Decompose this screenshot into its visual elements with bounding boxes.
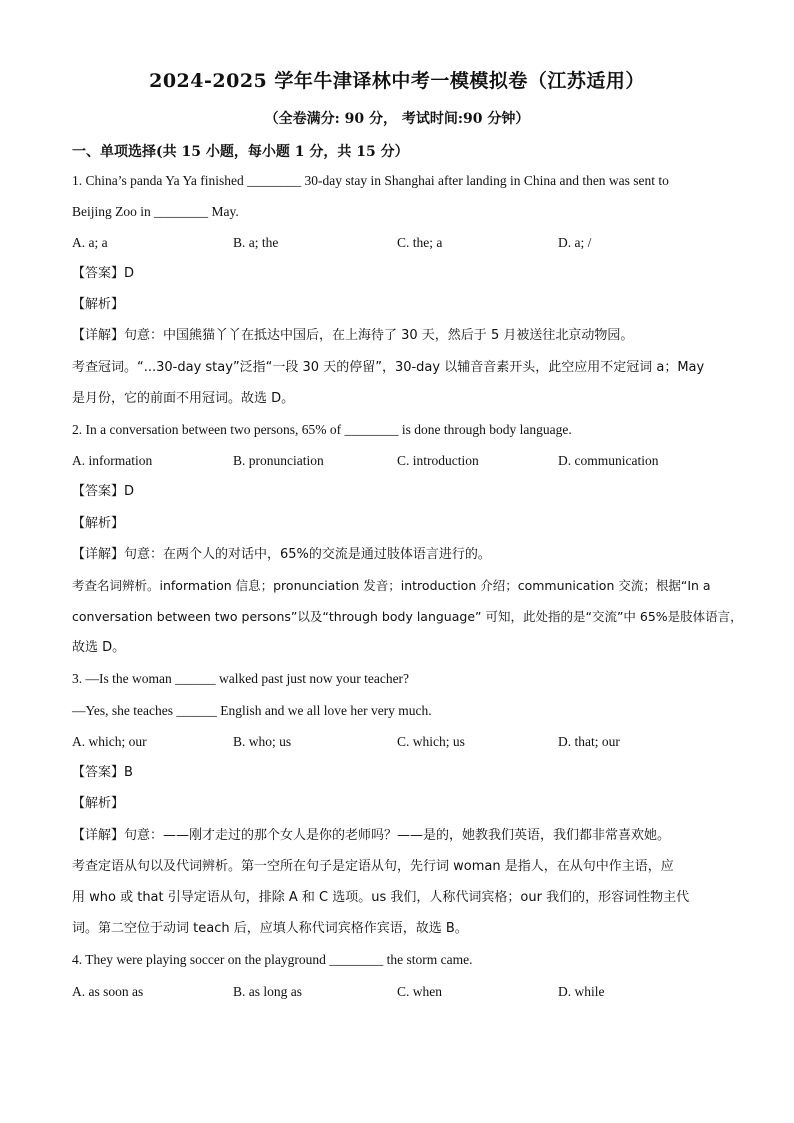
q2-analysis-label: 【解析】: [72, 516, 125, 531]
question-1-text-cont: Beijing Zoo in ________ May.: [72, 204, 239, 219]
page-subtitle: （全卷满分: 90 分， 考试时间:90 分钟）: [264, 111, 530, 127]
q3-answer: 【答案】B: [72, 765, 133, 780]
q3-analysis-label: 【解析】: [72, 796, 125, 811]
q1-option-d: D. a; /: [558, 235, 592, 250]
question-4-text: 4. They were playing soccer on the playground ________ the storm came.: [72, 952, 473, 967]
q1-option-c: C. the; a: [397, 235, 443, 250]
q3-option-c: C. which; us: [397, 734, 465, 749]
q2-explanation-2: conversation between two persons”以及“through body language” 可知，此处指的是“交流”中 65%是肢体语言，: [72, 609, 743, 624]
q1-answer: 【答案】D: [72, 266, 135, 281]
q2-option-c: C. introduction: [397, 453, 479, 468]
section-heading: 一、单项选择(共 15 小题，每小题 1 分，共 15 分）: [72, 144, 409, 160]
q2-option-b: B. pronunciation: [233, 453, 324, 468]
q1-detail: 【详解】句意：中国熊猫丫丫在抵达中国后，在上海待了 30 天，然后于 5 月被送往北京动物园。: [72, 328, 634, 343]
q3-option-a: A. which; our: [72, 734, 147, 749]
q4-option-a: A. as soon as: [72, 984, 144, 999]
q3-explanation-1: 考查定语从句以及代词辨析。第一空所在句子是定语从句，先行词 woman 是指人，在从句中作主语，应: [72, 859, 674, 874]
q1-option-a: A. a; a: [72, 235, 108, 250]
question-3-text-cont: —Yes, she teaches ______ English and we all love her very much.: [72, 703, 432, 718]
q2-option-d: D. communication: [558, 453, 659, 468]
q2-detail: 【详解】句意：在两个人的对话中，65%的交流是通过肢体语言进行的。: [72, 547, 491, 562]
question-1-text: 1. China’s panda Ya Ya finished ________ 30-day stay in Shanghai after landing in China and then was sent to: [72, 173, 669, 188]
page-title: 2024-2025 学年牛津译林中考一模模拟卷（江苏适用）: [149, 70, 645, 92]
q2-option-a: A. information: [72, 453, 153, 468]
q4-option-c: C. when: [397, 984, 442, 999]
q3-option-d: D. that; our: [558, 734, 620, 749]
q3-explanation-3: 词。第二空位于动词 teach 后，应填人称代词宾格作宾语，故选 B。: [72, 921, 468, 936]
question-2-text: 2. In a conversation between two persons, 65% of ________ is done through body language.: [72, 422, 572, 437]
q3-detail: 【详解】句意：——刚才走过的那个女人是你的老师吗？——是的，她教我们英语，我们都非常喜欢她。: [72, 828, 671, 843]
q3-option-b: B. who; us: [233, 734, 292, 749]
q1-explanation-1: 考查冠词。“...30-day stay”泛指“一段 30 天的停留”，30-day 以辅音音素开头，此空应用不定冠词 a；May: [72, 360, 705, 375]
q2-answer: 【答案】D: [72, 484, 135, 499]
q4-option-b: B. as long as: [233, 984, 302, 999]
q2-explanation-1: 考查名词辨析。information 信息；pronunciation 发音；introduction 介绍；communication 交流；根据“In a: [72, 578, 711, 593]
q4-option-d: D. while: [558, 984, 605, 999]
q3-explanation-2: 用 who 或 that 引导定语从句，排除 A 和 C 选项。us 我们，人称代词宾格；our 我们的，形容词性物主代: [72, 890, 690, 905]
q1-explanation-2: 是月份，它的前面不用冠词。故选 D。: [72, 391, 295, 406]
q2-explanation-3: 故选 D。: [72, 640, 126, 655]
question-3-text: 3. —Is the woman ______ walked past just now your teacher?: [72, 671, 410, 686]
q1-analysis-label: 【解析】: [72, 297, 125, 312]
q1-option-b: B. a; the: [233, 235, 279, 250]
